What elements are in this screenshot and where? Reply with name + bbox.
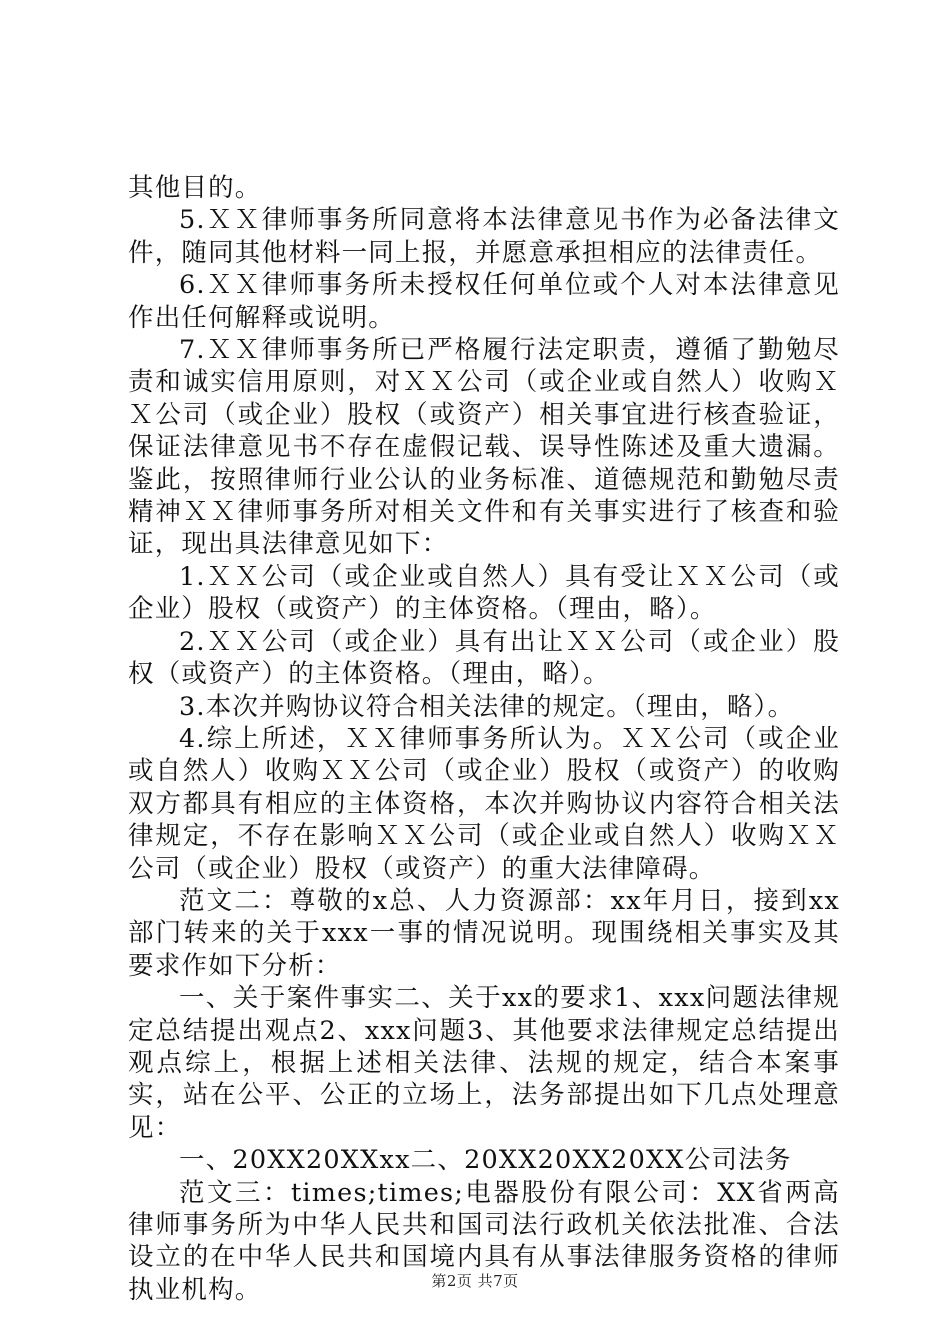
document-body (128, 172, 840, 1306)
opinion-item-2: 2.ＸＸ公司（或企业）具有出让ＸＸ公司（或企业）股权（或资产）的主体资格。（理由，略）。 (128, 626, 840, 690)
sample-two-analysis: 一、关于案件事实二、关于xx的要求1、xxx问题法律规定总结提出观点2、xxx问题3、其他要求法律规定总结提出观点综上，根据上述相关法律、法规的规定，结合本案事实，站在公平、公正的立场上，法务部提出如下几点处理意见： (128, 983, 840, 1143)
sample-two-intro: 范文二：尊敬的x总、人力资源部：xx年月日，接到xx部门转来的关于xxx一事的情况说明。现围绕相关事实及其要求作如下分析： (128, 885, 840, 981)
sample-three-intro: 范文三：times;times;电器股份有限公司：XX省两高律师事务所为中华人民共和国司法行政机关依法批准、合法设立的在中华人民共和国境内具有从事法律服务资格的律师执业机构。 (128, 1177, 840, 1305)
sample-two-conclusion: 一、20XX20XXxx二、20XX20XX20XX公司法务 (179, 1145, 792, 1176)
paragraph-item-5: 5.ＸＸ律师事务所同意将本法律意见书作为必备法律文件，随同其他材料一同上报，并愿意承担相应的法律责任。 (128, 205, 840, 268)
opinion-item-3: 3.本次并购协议符合相关法律的规定。（理由，略）。 (179, 691, 795, 722)
opinion-item-4: 4.综上所述，ＸＸ律师事务所认为。ＸＸ公司（或企业或自然人）收购ＸＸ公司（或企业）股权（或资产）的收购双方都具有相应的主体资格，本次并购协议内容符合相关法律规定，不存在影响ＸＸ公司（或企业或自然人）收购ＸＸ公司（或企业）股权（或资产）的重大法律障碍。 (128, 723, 840, 884)
paragraph-continuation: 其他目的。 (128, 173, 262, 203)
opinion-item-1: 1.ＸＸ公司（或企业或自然人）具有受让ＸＸ公司（或企业）股权（或资产）的主体资格。（理由，略）。 (128, 561, 840, 625)
paragraph-item-6: 6.ＸＸ律师事务所未授权任何单位或个人对本法律意见作出任何解释或说明。 (128, 270, 840, 333)
paragraph-item-7: 7.ＸＸ律师事务所已严格履行法定职责，遵循了勤勉尽责和诚实信用原则，对ＸＸ公司（或企业或自然人）收购ＸＸ公司（或企业）股权（或资产）相关事宜进行核查验证，保证法律意见书不存在虚假记载、误导性陈述及重大遗漏。鉴此，按照律师行业公认的业务标准、道德规范和勤勉尽责精神ＸＸ律师事务所对相关文件和有关事实进行了核查和验证，现出具法律意见如下： (128, 335, 840, 560)
page-number-footer: 第2页 共7页 (431, 1272, 519, 1290)
